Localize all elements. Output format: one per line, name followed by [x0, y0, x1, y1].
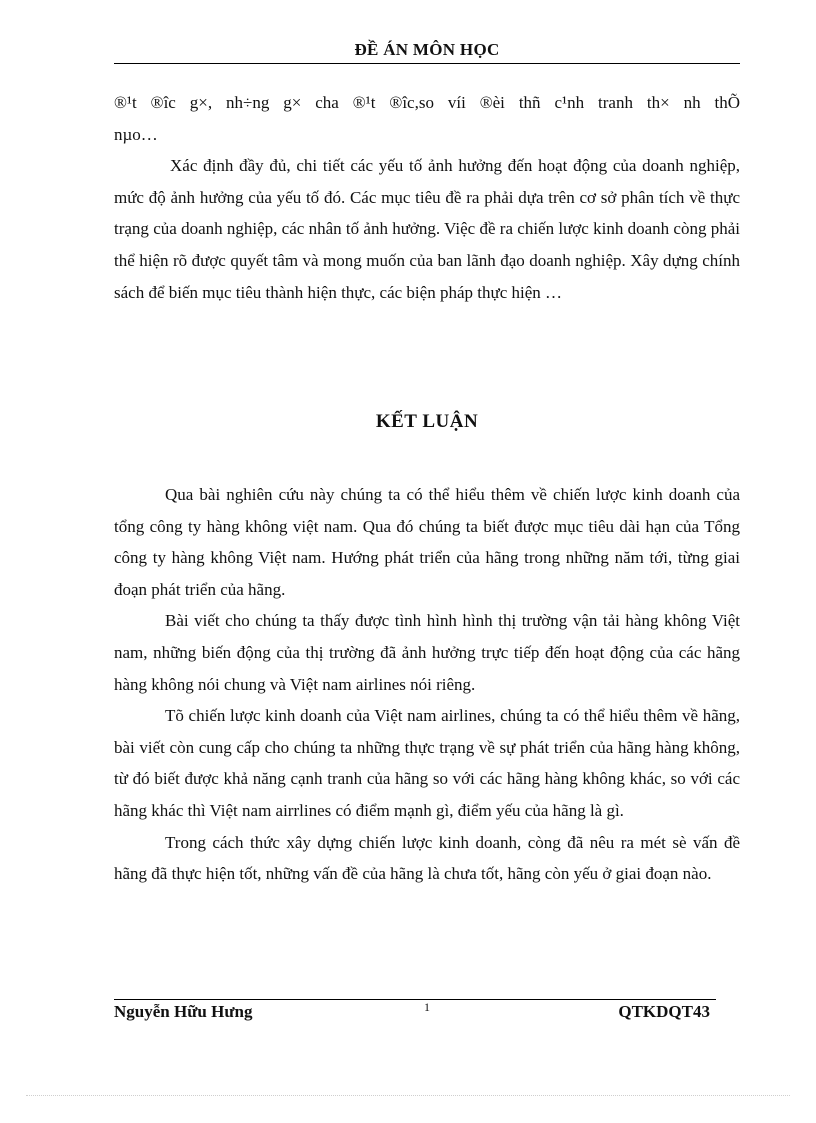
conclusion-paragraph-3: Tõ chiến lược kinh doanh của Việt nam airlines, chúng ta có thể hiểu thêm về hãng, bài viết còn cung cấp cho chúng ta những thực trạng về sự phát triển của hãng hàng không, từ đó biết được khả năng cạnh tranh của hãng so với các hãng hàng không khác, so với các hãng khác thì Việt nam airrlines có điểm mạnh gì, điểm yếu của hãng là gì.: [114, 706, 740, 820]
intro-block: [114, 87, 740, 308]
footer-page-number: 1: [424, 1000, 430, 1014]
intro-garbled-line: ®¹t ®îc g×, nh÷ng g× cha ®¹t ®îc,so víi ®èi thñ c¹nh tranh th× nh thÕ: [114, 93, 740, 112]
footer-class-code: QTKDQT43: [618, 1002, 710, 1021]
intro-paragraph: Xác định đầy đủ, chi tiết các yếu tố ảnh hưởng đến hoạt động của doanh nghiệp, mức độ ảnh hưởng của yếu tố đó. Các mục tiêu đề ra phải dựa trên cơ sở phân tích về thực trạng của doanh nghiệp, các nhân tố ảnh hưởng. Việc đề ra chiến lược kinh doanh còng phải thể hiện rõ được quyết tâm và mong muốn của ban lãnh đạo doanh nghiệp. Xây dựng chính sách để biến mục tiêu thành hiện thực, các biện pháp thực hiện …: [114, 156, 740, 302]
page-header-title: ĐỀ ÁN MÔN HỌC: [354, 40, 500, 59]
conclusion-paragraph-4: Trong cách thức xây dựng chiến lược kinh doanh, còng đã nêu ra mét sè vấn đề hãng đã thực hiện tốt, những vấn đề của hãng là chưa tốt, hãng còn yếu ở giai đoạn nào.: [114, 832, 740, 884]
footer-author: Nguyễn Hữu Hưng: [114, 1002, 253, 1021]
conclusion-body: [114, 479, 740, 890]
footer-divider: [114, 999, 716, 1000]
conclusion-paragraph-1: Qua bài nghiên cứu này chúng ta có thể hiểu thêm về chiến lược kinh doanh của tổng công ty hàng không việt nam. Qua đó chúng ta biết được mục tiêu dài hạn của Tổng công ty hàng không Việt nam. Hướng phát triển của hãng trong những năm tới, từng giai đoạn phát triển của hãng.: [114, 485, 740, 599]
header-divider: [114, 63, 740, 64]
section-title-conclusion: KẾT LUẬN: [375, 411, 479, 432]
intro-garbled-line-end: nµo…: [114, 124, 158, 144]
page-bottom-dotted-edge: [26, 1095, 790, 1096]
conclusion-paragraph-2: Bài viết cho chúng ta thấy được tình hình hình thị trường vận tải hàng không Việt nam, những biến động của thị trường đã ảnh hưởng trực tiếp đến hoạt động của các hãng hàng không nói chung và Việt nam airlines nói riêng.: [114, 611, 740, 694]
